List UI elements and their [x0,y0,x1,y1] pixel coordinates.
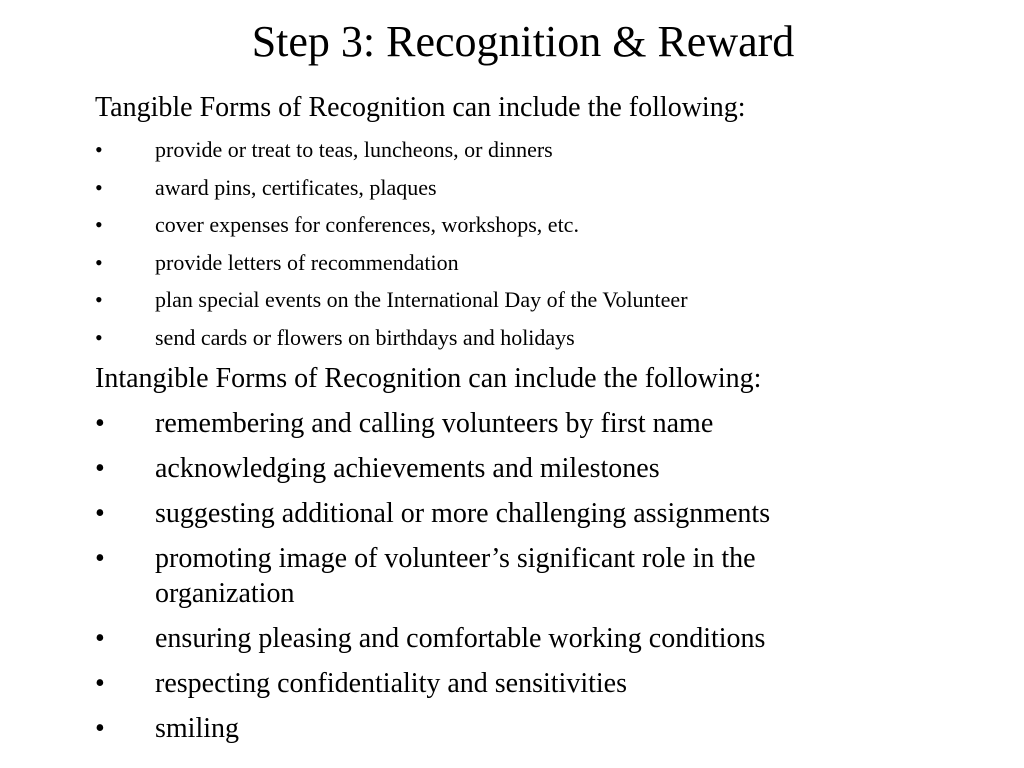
bullet: • [95,212,103,237]
list-item-text: ensuring pleasing and comfortable working conditions [155,623,766,654]
list-item [95,137,955,162]
tangible-list [95,137,955,362]
bullet: • [95,249,103,275]
list-item-text: smiling [155,713,240,744]
list-item-text: respecting confidentiality and sensitivities [155,668,627,699]
bullet: • [95,137,103,162]
bullet: • [95,623,105,654]
list-item-text: provide or treat to teas, luncheons, or dinners [155,137,553,162]
bullet: • [95,174,103,200]
list-item [95,666,955,701]
list-item-text: send cards or flowers on birthdays and holidays [155,324,575,350]
list-item [95,451,955,486]
bullet: • [95,668,105,699]
list-item [95,250,955,275]
list-item [95,621,955,656]
intangible-list [95,406,955,756]
bullet: • [95,408,105,439]
list-item-text: provide letters of recommendation [155,249,459,275]
list-item-text: suggesting additional or more challenging assignments [155,498,771,529]
list-item [95,212,955,237]
bullet: • [95,287,103,312]
list-item [95,175,955,200]
list-item-text: acknowledging achievements and milestones [155,453,660,484]
tangible-heading: Tangible Forms of Recognition can include the following: [95,92,746,123]
slide-title: Step 3: Recognition & Reward [251,17,795,66]
list-item [95,406,955,441]
bullet: • [95,453,105,484]
list-item [95,287,955,312]
list-item-text: award pins, certificates, plaques [155,174,437,200]
list-item [95,711,955,746]
list-item [95,496,955,531]
list-item [95,325,955,350]
list-item-text: plan special events on the International Day of the Volunteer [155,287,688,312]
bullet: • [95,543,105,574]
intangible-heading: Intangible Forms of Recognition can include the following: [95,363,762,394]
bullet: • [95,324,103,350]
list-item-text: cover expenses for conferences, workshops, etc. [155,212,579,237]
bullet: • [95,498,105,529]
list-item-text: promoting image of volunteer’s significant role in the organization [155,543,756,609]
bullet: • [95,713,105,744]
list-item [95,541,895,611]
list-item-text: remembering and calling volunteers by first name [155,408,714,439]
